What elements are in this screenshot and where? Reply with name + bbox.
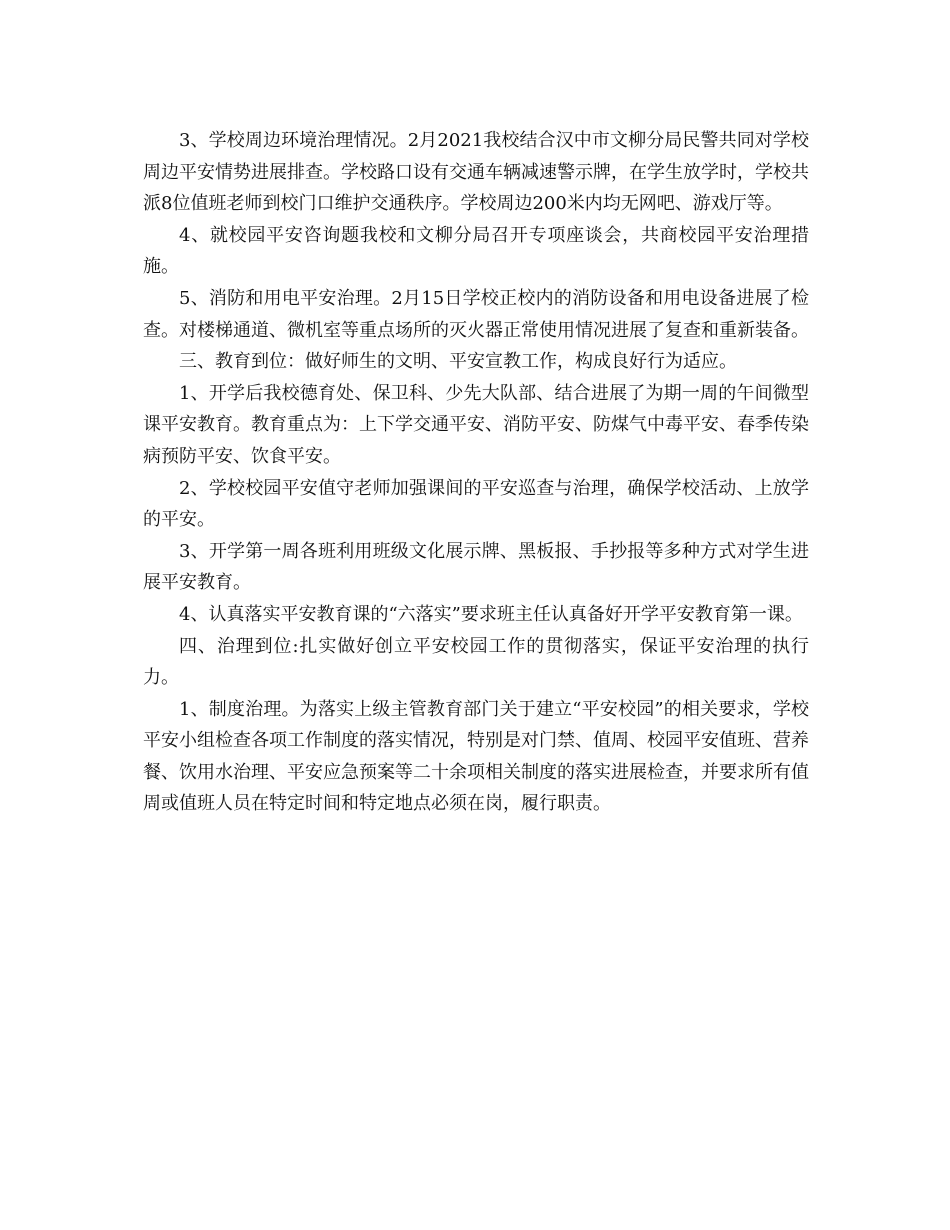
paragraph-patrol: 2、学校校园平安值守老师加强课间的平安巡查与治理，确保学校活动、上放学的平安。 (143, 477, 809, 531)
paragraph-class-education: 3、开学第一周各班利用班级文化展示牌、黑板报、手抄报等多种方式对学生进展平安教育。 (143, 540, 809, 594)
paragraph-surroundings: 3、学校周边环境治理情况。2月2021我校结合汉中市文柳分局民警共同对学校周边平安情势进展排查。学校路口设有交通车辆减速警示牌，在学生放学时，学校共派8位值班老师到校门口维护交通秩序。学校周边200米内均无网吧、游戏厅等。 (143, 130, 809, 215)
section-heading-management: 四、治理到位:扎实做好创立平安校园工作的贯彻落实，保证平安治理的执行力。 (143, 635, 809, 689)
paragraph-micro-lessons: 1、开学后我校德育处、保卫科、少先大队部、结合进展了为期一周的午间微型课平安教育。教育重点为：上下学交通平安、消防平安、防煤气中毒平安、春季传染病预防平安、饮食平安。 (143, 382, 809, 467)
paragraph-fire-electric: 5、消防和用电平安治理。2月15日学校正校内的消防设备和用电设备进展了检查。对楼梯通道、微机室等重点场所的灭火器正常使用情况进展了复查和重新装备。 (143, 287, 809, 341)
document-body (143, 125, 809, 820)
paragraph-first-lesson: 4、认真落实平安教育课的“六落实”要求班主任认真备好开学平安教育第一课。 (179, 603, 803, 625)
paragraph-safety-meeting: 4、就校园平安咨询题我校和文柳分局召开专项座谈会，共商校园平安治理措施。 (143, 224, 809, 278)
paragraph-system-management: 1、制度治理。为落实上级主管教育部门关于建立“平安校园”的相关要求，学校平安小组检查各项工作制度的落实情况，特别是对门禁、值周、校园平安值班、营养餐、饮用水治理、平安应急预案等二十余项相关制度的落实进展检查，并要求所有值周或值班人员在特定时间和特定地点必须在岗，履行职责。 (143, 698, 809, 815)
section-heading-education: 三、教育到位：做好师生的文明、平安宣教工作，构成良好行为适应。 (179, 351, 737, 373)
